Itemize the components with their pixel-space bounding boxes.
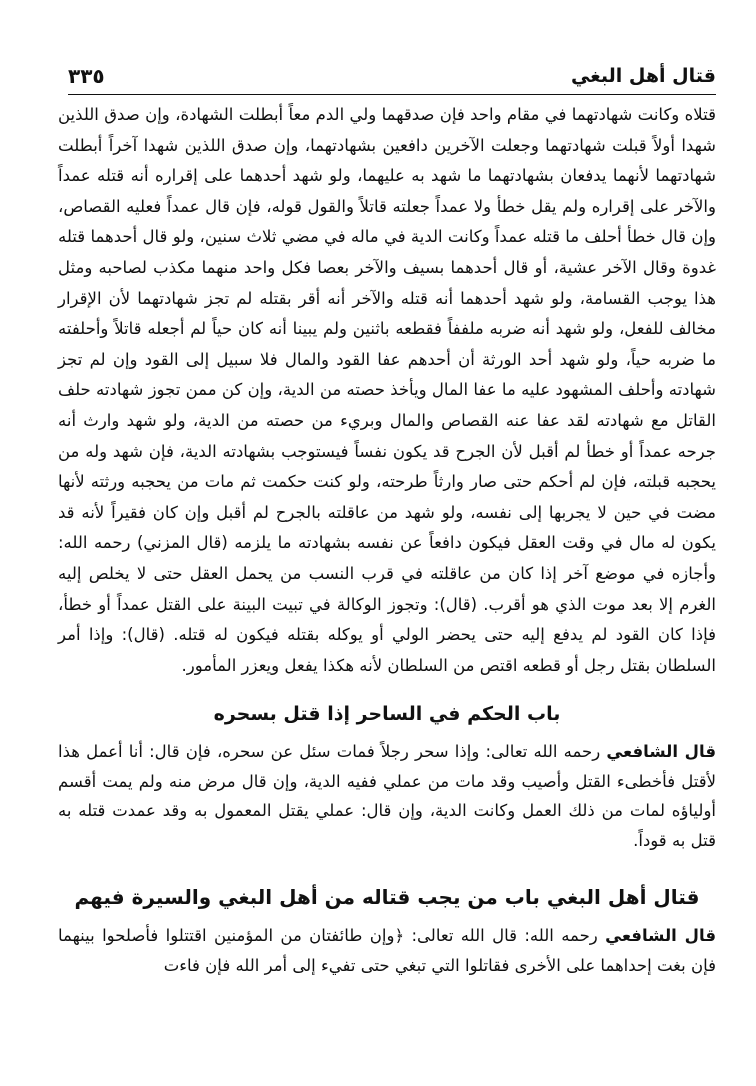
section-title-rebels: قتال أهل البغي باب من يجب قتاله من أهل البغي والسيرة فيهم <box>74 885 700 910</box>
speaker-label: قال الشافعي <box>605 926 716 946</box>
page-number: ٣٣٥ <box>68 64 105 88</box>
paragraph-sorcerer <box>58 737 716 855</box>
header-rule <box>68 94 716 95</box>
running-title: قتال أهل البغي <box>570 65 716 87</box>
paragraph-rebels <box>58 921 716 980</box>
paragraph-text: رحمه الله تعالى: وإذا سحر رجلاً فمات سئل عن سحره، فإن قال: أنا أعمل هذا لأقتل فأخطىء القتل وأصيب وقد مات من عملي ففيه الدية، وإن قال مرض منه ولم يمت أقسم أولياؤه لمات من ذلك العمل وكانت الدية، وإن قال: عملي يقتل المعمول به وقد عمدت قتله به قتل به قوداً. <box>58 742 716 850</box>
section-title-sorcerer: باب الحكم في الساحر إذا قتل بسحره <box>213 703 561 726</box>
paragraph-main: قتلاه وكانت شهادتهما في مقام واحد فإن صدقهما ولي الدم معاً أبطلت الشهادة، وإن صدق اللذين شهدا أولاً قبلت شهادتهما وجعلت الآخرين دافعين بشهادتهما، وإن صدق اللذين شهدا آخراً أبطلت شهادتهما لأنهما يدفعان بشهادتهما ما شهد به عليهما، ولو شهد أحدهما على إقراره أنه قتله عمداً والآخر على إقراره ولم يقل خطأ ولا عمداً جعلته قاتلاً والقول قوله، فإن قال عمداً فعليه القصاص، وإن قال خطأ أحلف ما قتله عمداً وكانت الدية في ماله في مضي ثلاث سنين، ولو قال أحدهما قتله غدوة وقال الآخر عشية، أو قال أحدهما بسيف والآخر بعصا فكل واحد منهما مكذب لصاحبه ومثل هذا يوجب القسامة، ولو شهد أحدهما أنه قتله والآخر أنه أقر بقتله لم تجز شهادتهما لأن الإقرار مخالف للفعل، ولو شهد أنه ضربه ملففاً فقطعه باثنين ولم يبينا أنه كان حياً لم أجعله قاتلاً وأحلفته ما ضربه حياً، ولو شهد أحد الورثة أن أحدهم عفا القود والمال فلا سبيل إلى القود وإن لم تجز شهادته وأحلف المشهود عليه ما عفا المال ويأخذ حصته من الدية، وإن كن ممن تجوز شهادته حلف القاتل مع شهادته لقد عفا عنه القصاص والمال وبريء من حصته من الدية، ولو شهد وارث أنه جرحه عمداً أو خطأ لم أقبل لأن الجرح قد يكون نفساً فيستوجب بشهادته الدية، فإن شهد وله من يحجبه قبلته، فإن لم أحكم حتى صار وارثاً طرحته، ولو كنت حكمت ثم مات من يحجبه ورثته لأنها مضت في حين لا يجربها إلى نفسه، ولو شهد من عاقلته بالجرح لم أقبل وإن كان فقيراً لأنه قد يكون له مال في وقت العقل فيكون دافعاً عن نفسه بشهادته ما يلزمه (قال المزني) رحمه الله: وأجازه في موضع آخر إذا كان من عاقلته في قرب النسب من يحمل العقل حتى لا يخلص إليه الغرم إلا بعد موت الذي هو أقرب. (قال): وتجوز الوكالة في تبيت البينة على القتل عمداً أو خطأ، فإذا كان القود لم يدفع إليه حتى يحضر الولي أو يوكله بقتله فيكون له قتله. (قال): وإذا أمر السلطان بقتل رجل أو قطعه اقتص من السلطان لأنه هكذا يفعل ويعزر المأمور. <box>58 105 716 675</box>
page-header <box>68 58 716 94</box>
page-body <box>58 100 716 980</box>
speaker-label: قال الشافعي <box>606 742 716 762</box>
paragraph-text: رحمه الله: قال الله تعالى: ﴿وإن طائفتان من المؤمنين اقتتلوا فأصلحوا بينهما فإن بغت إحداهما على الأخرى فقاتلوا التي تبغي حتى تفيء إلى أمر الله فإن فاءت <box>58 926 716 975</box>
